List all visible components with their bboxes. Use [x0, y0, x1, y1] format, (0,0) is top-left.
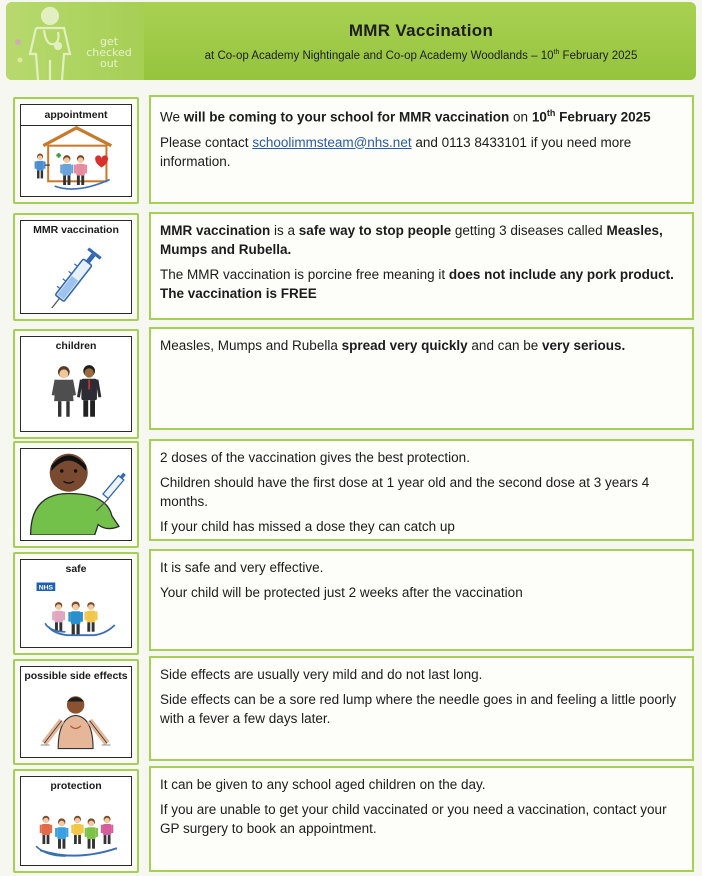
info-card-appointment: [149, 95, 694, 204]
picture-frame: [20, 666, 132, 758]
bold-text: very serious.: [541, 338, 626, 353]
info-paragraph: [160, 775, 682, 794]
text: and 0113 8433101 if you need more information.: [160, 134, 632, 169]
info-paragraph: [160, 104, 682, 127]
picture-frame: [20, 104, 132, 197]
text: Side effects can be a sore red lump where the needle goes in and feeling a little poorly with a fever a few days later.: [160, 692, 677, 726]
bold-text: Measles, Mumps and Rubella.: [160, 223, 663, 257]
info-paragraph: [160, 265, 682, 303]
picture-frame: [20, 559, 132, 648]
text: is a: [270, 223, 299, 238]
protected-children-icon: [21, 791, 131, 865]
info-card-safe: [149, 549, 694, 651]
bold-text: spread very quickly: [341, 338, 468, 353]
house-family-icon: [21, 123, 131, 196]
info-card-protection: [149, 766, 694, 872]
info-paragraph: [160, 517, 682, 536]
text: Your child will be protected just 2 weeks after the vaccination: [160, 585, 523, 600]
picture-label: appointment: [21, 105, 131, 126]
text: Measles, Mumps and Rubella: [160, 338, 342, 353]
info-paragraph: [160, 558, 682, 577]
bold-text: February 2025: [555, 109, 651, 125]
text: on: [509, 109, 532, 125]
info-paragraph: [160, 665, 682, 684]
text: Please contact: [160, 134, 253, 150]
info-card-mmr-vaccination: [149, 212, 694, 320]
arm-injection-icon: [21, 445, 131, 540]
picture-label: MMR vaccination: [33, 224, 119, 236]
ordinal-suffix: th: [546, 108, 556, 118]
text: If you are unable to get your child vaccinated or you need a vaccination, contact your GP surgery to book an appointment.: [160, 802, 667, 836]
info-paragraph: [160, 583, 682, 602]
children-icon: [21, 351, 131, 431]
info-paragraph: [160, 690, 682, 728]
text: getting 3 diseases called: [451, 223, 607, 238]
header-banner: [6, 2, 696, 80]
info-paragraph: [160, 133, 682, 171]
text: It can be given to any school aged children on the day.: [160, 777, 486, 792]
info-card-possible-side-effects: [149, 656, 694, 761]
picture-card-safe: [13, 552, 139, 655]
bold-text: safe way to stop people: [298, 223, 452, 238]
picture-frame: [20, 336, 132, 432]
picture-label: possible side effects: [24, 670, 128, 682]
bold-text: does not include any pork product. The vaccination is FREE: [160, 267, 674, 301]
sick-person-icon: [21, 691, 131, 757]
picture-label: safe: [65, 563, 87, 575]
bold-text: 10: [531, 109, 547, 125]
nhs-family-hand-icon: [21, 574, 131, 647]
text: 2 doses of the vaccination gives the best protection.: [160, 450, 470, 465]
picture-card-possible-side-effects: [13, 659, 139, 765]
picture-card-mmr-vaccination: [13, 213, 139, 321]
text: We: [160, 109, 184, 125]
info-paragraph: [160, 800, 682, 838]
info-card-vaccination-dose: [149, 439, 694, 541]
picture-card-appointment: [13, 97, 139, 204]
info-card-children: [149, 327, 694, 430]
bold-text: MMR vaccination: [160, 223, 271, 238]
info-paragraph: [160, 473, 682, 511]
picture-card-children: [13, 329, 139, 439]
text: Children should have the first dose at 1 year old and the second dose at 3 years 4 months.: [160, 475, 650, 509]
picture-card-protection: [13, 769, 139, 873]
bold-text: will be coming to your school for MMR vaccination: [183, 109, 510, 125]
page-title: MMR Vaccination: [348, 21, 494, 40]
svg-text:NHS: NHS: [38, 584, 54, 592]
logo-text: get checked out: [86, 35, 132, 70]
text: If your child has missed a dose they can catch up: [160, 519, 455, 534]
info-paragraph: [160, 221, 682, 259]
picture-frame: [20, 220, 132, 314]
info-paragraph: [160, 448, 682, 467]
text: The MMR vaccination is porcine free meaning it: [160, 267, 449, 282]
picture-label: children: [55, 340, 97, 352]
page-subtitle: at Co-op Academy Nightingale and Co-op Academy Woodlands – 10th February 2025: [204, 49, 638, 62]
text: It is safe and very effective.: [160, 560, 324, 575]
text: Side effects are usually very mild and do not last long.: [160, 667, 483, 682]
picture-label: protection: [50, 780, 102, 792]
syringe-icon: [21, 245, 131, 313]
email-link[interactable]: schoolimmsteam@nhs.net: [252, 134, 412, 150]
text: and can be: [467, 338, 542, 353]
picture-card-vaccination-dose: [13, 441, 139, 548]
info-paragraph: [160, 336, 682, 355]
picture-frame: [20, 448, 132, 541]
get-checked-out-logo: [6, 2, 144, 80]
picture-frame: [20, 776, 132, 866]
